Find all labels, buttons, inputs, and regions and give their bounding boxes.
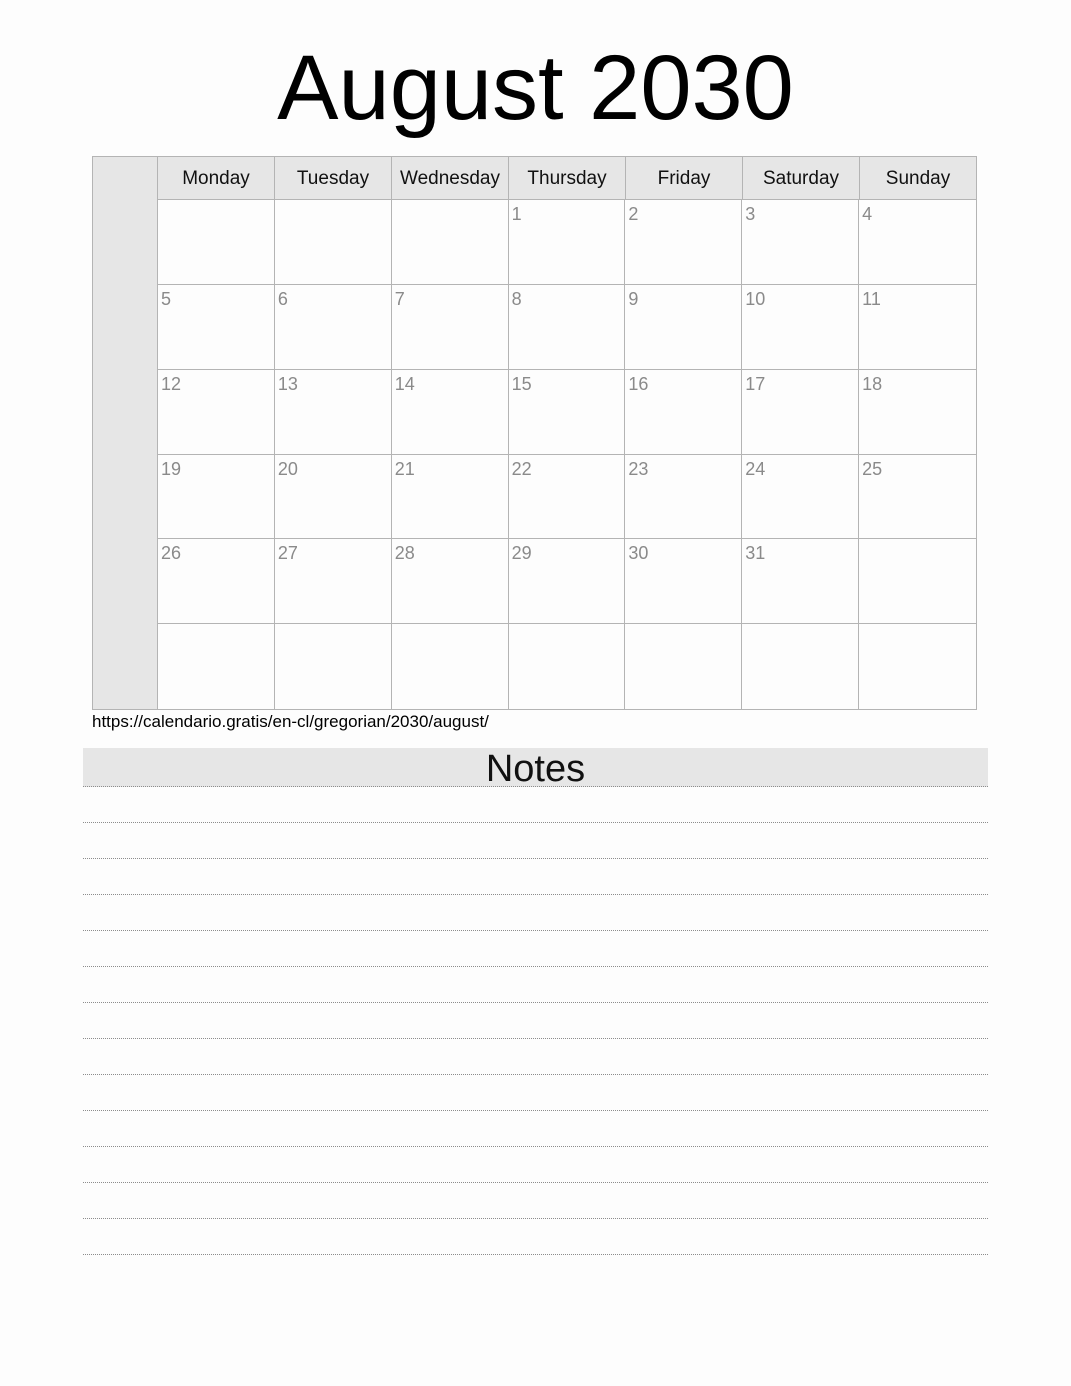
day-number: 3 — [745, 204, 756, 224]
day-cell — [859, 539, 976, 624]
day-number: 22 — [511, 458, 532, 479]
weekday-header: Sunday — [885, 168, 951, 189]
weekday-header: Wednesday — [392, 157, 509, 199]
day-cell — [158, 624, 275, 709]
day-number: 4 — [862, 204, 873, 224]
day-cell — [625, 455, 742, 540]
day-cell — [509, 455, 626, 540]
day-number: 28 — [394, 543, 415, 564]
weekday-header: Saturday — [743, 157, 860, 199]
day-cell — [742, 285, 859, 370]
day-cell — [392, 539, 509, 624]
day-number: 30 — [628, 543, 649, 564]
note-line — [83, 931, 988, 967]
note-line — [83, 1183, 988, 1219]
weekday-header: Friday — [626, 157, 743, 199]
source-url: https://calendario.gratis/en-cl/gregorian/2030/august/ — [92, 712, 489, 731]
day-number: 31 — [745, 543, 766, 564]
day-number: 25 — [862, 458, 883, 479]
day-cell — [275, 370, 392, 455]
note-line — [83, 823, 988, 859]
day-number: 16 — [628, 373, 649, 394]
day-number: 11 — [862, 288, 881, 309]
day-number: 5 — [161, 288, 172, 309]
day-cell — [158, 370, 275, 455]
note-line — [83, 1147, 988, 1183]
note-line — [83, 1075, 988, 1111]
day-cell — [625, 539, 742, 624]
notes-section — [83, 748, 988, 1255]
day-cell — [392, 285, 509, 370]
day-cell — [392, 455, 509, 540]
day-number: 15 — [511, 373, 532, 394]
day-cells — [158, 200, 976, 709]
day-number: 19 — [161, 458, 182, 479]
day-number: 6 — [277, 288, 288, 309]
weekday-header-row — [158, 157, 976, 200]
day-number: 7 — [394, 288, 405, 309]
day-cell — [509, 200, 626, 285]
day-cell — [275, 285, 392, 370]
day-number: 20 — [277, 458, 298, 479]
day-cell — [158, 200, 275, 285]
day-number: 2 — [628, 204, 639, 224]
weekday-header: Monday — [158, 157, 275, 199]
day-cell — [742, 200, 859, 285]
week-number-column — [93, 157, 158, 709]
day-cell — [625, 624, 742, 709]
day-cell — [859, 624, 976, 709]
day-cell — [275, 455, 392, 540]
day-cell — [509, 285, 626, 370]
note-line — [83, 895, 988, 931]
day-number: 10 — [745, 288, 766, 309]
day-number: 29 — [511, 543, 532, 564]
day-number: 17 — [745, 373, 766, 394]
day-number: 18 — [862, 373, 883, 394]
day-cell — [859, 285, 976, 370]
day-cell — [275, 200, 392, 285]
day-number: 23 — [628, 458, 649, 479]
day-cell — [392, 200, 509, 285]
day-cell — [158, 539, 275, 624]
day-cell — [742, 624, 859, 709]
weekday-header: Tuesday — [275, 157, 392, 199]
day-number: 24 — [745, 458, 766, 479]
calendar-grid — [92, 156, 977, 710]
day-number: 27 — [277, 543, 298, 564]
day-cell — [509, 539, 626, 624]
note-line — [83, 1111, 988, 1147]
day-cell — [392, 370, 509, 455]
day-cell — [742, 370, 859, 455]
day-number: 14 — [394, 373, 415, 394]
notes-title: Notes — [83, 748, 988, 787]
page-title: August 2030 — [277, 37, 794, 139]
weekday-header: Thursday — [509, 157, 626, 199]
day-number: 12 — [161, 373, 182, 394]
day-cell — [275, 624, 392, 709]
day-cell — [742, 455, 859, 540]
note-line — [83, 787, 988, 823]
note-line — [83, 1219, 988, 1255]
day-cell — [509, 370, 626, 455]
day-cell — [625, 200, 742, 285]
day-cell — [859, 455, 976, 540]
day-cell — [625, 370, 742, 455]
day-number: 9 — [628, 288, 639, 309]
day-cell — [158, 455, 275, 540]
day-number: 1 — [511, 204, 522, 224]
day-number: 8 — [511, 288, 522, 309]
note-line — [83, 859, 988, 895]
day-cell — [625, 285, 742, 370]
day-cell — [859, 370, 976, 455]
day-cell — [275, 539, 392, 624]
day-number: 21 — [394, 458, 415, 479]
note-line — [83, 1039, 988, 1075]
day-cell — [392, 624, 509, 709]
day-cell — [742, 539, 859, 624]
note-lines — [83, 787, 988, 1255]
note-line — [83, 1003, 988, 1039]
day-number: 13 — [277, 373, 298, 394]
note-line — [83, 967, 988, 1003]
day-cell — [859, 200, 976, 285]
day-cell — [509, 624, 626, 709]
day-cell — [158, 285, 275, 370]
day-number: 26 — [161, 543, 182, 564]
